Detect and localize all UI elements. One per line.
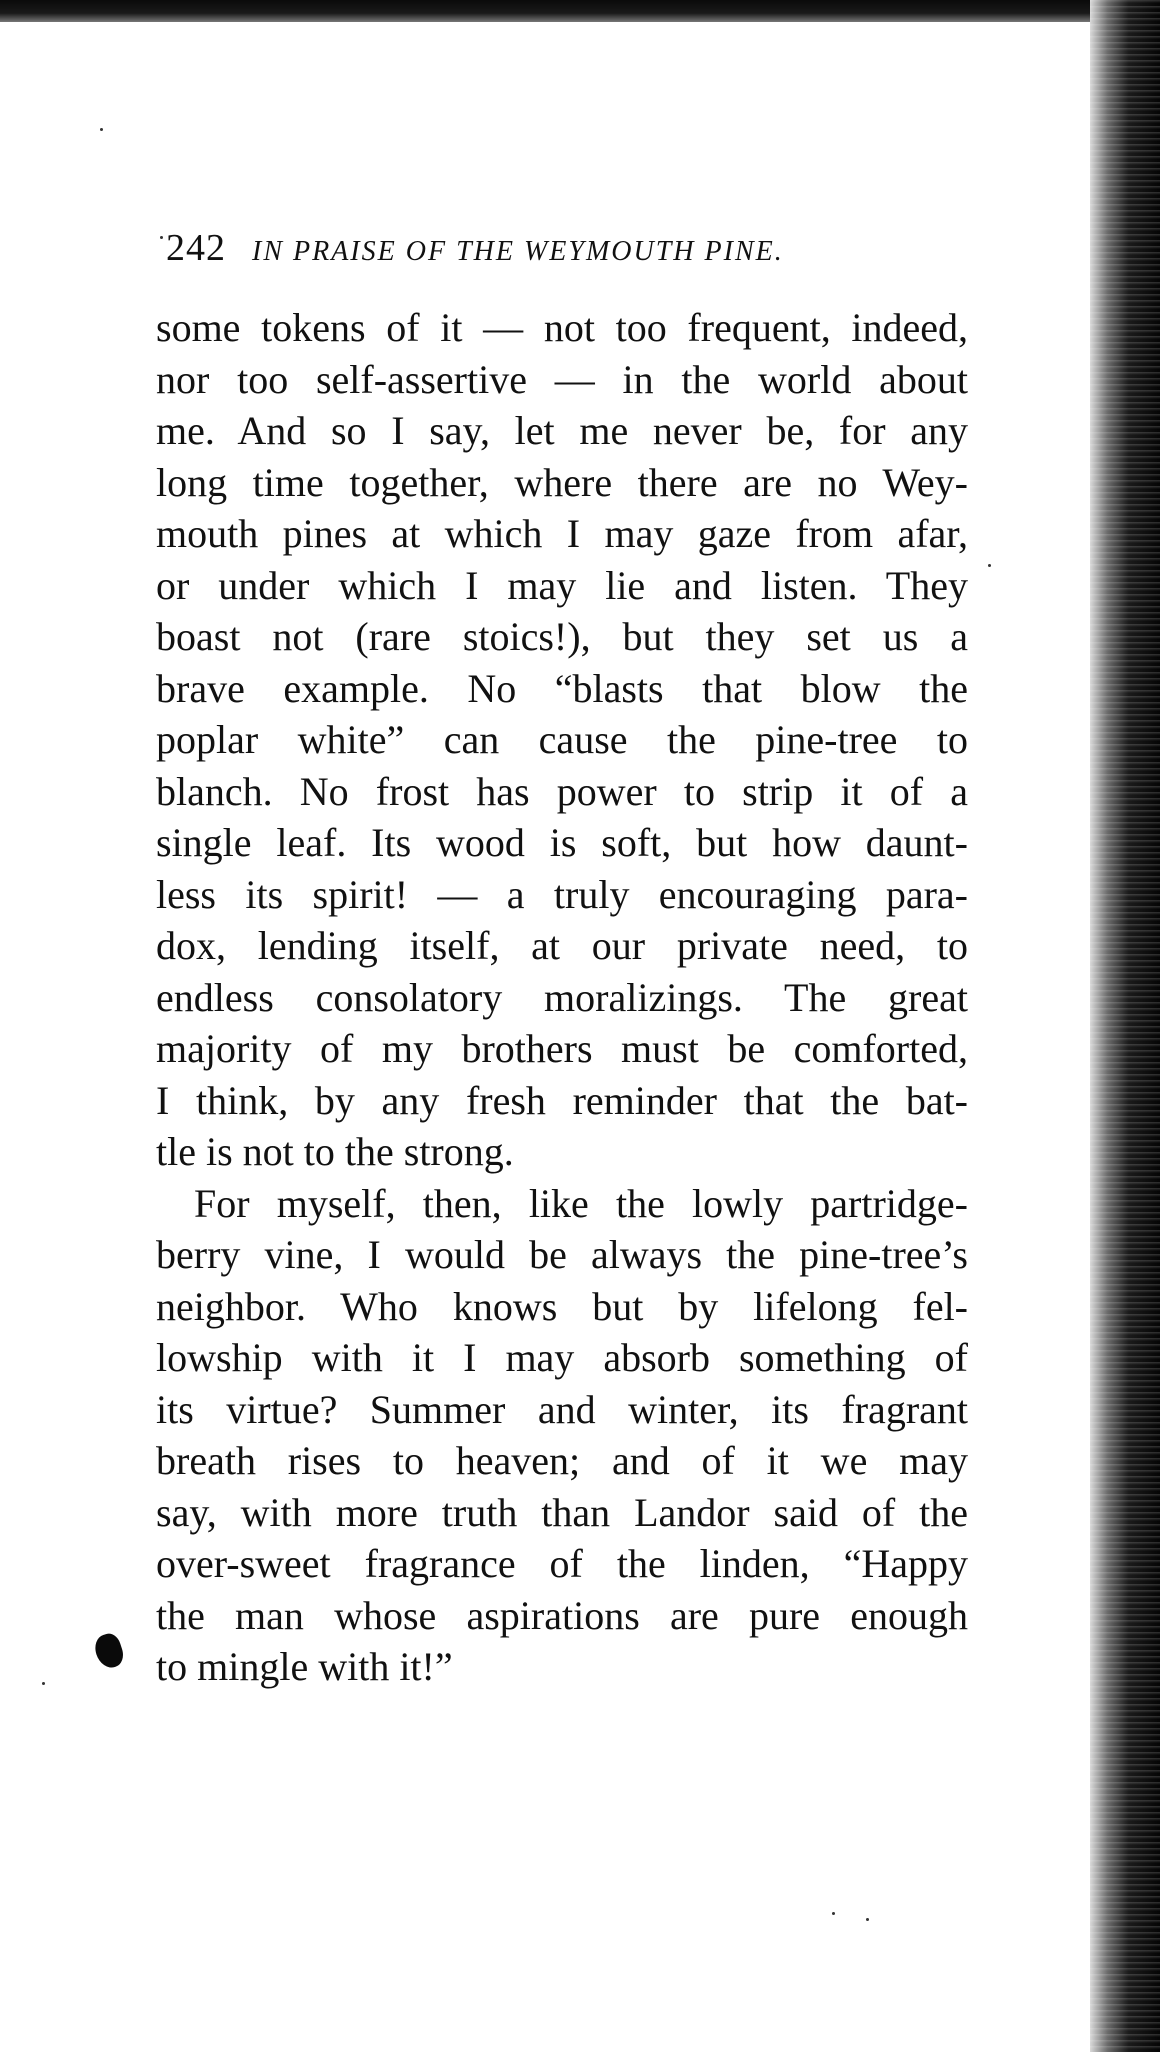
text-line: its virtue? Summer and winter, its fragrant xyxy=(156,1386,968,1432)
text-line: tle is not to the strong. xyxy=(156,1129,514,1174)
text-line: mouth pines at which I may gaze from afar, xyxy=(156,511,968,556)
text-line: over-sweet fragrance of the linden, “Happy xyxy=(156,1541,968,1586)
scan-speck xyxy=(988,564,991,567)
scan-speck xyxy=(866,1918,869,1921)
text-line: dox, lending itself, at our private need, to xyxy=(156,923,968,968)
text-line: endless consolatory moralizings. The great xyxy=(156,974,968,1020)
text-line: blanch. No frost has power to strip it of a xyxy=(156,768,968,814)
scan-speck xyxy=(42,1682,45,1685)
text-line: brave example. No “blasts that blow the xyxy=(156,665,968,711)
text-line: to mingle with it!” xyxy=(156,1644,453,1689)
text-line: berry vine, I would be always the pine-tree’s xyxy=(156,1232,968,1277)
page-number: 242 xyxy=(166,227,226,269)
text-line: less its spirit! — a truly encouraging para- xyxy=(156,871,968,917)
text-line: single leaf. Its wood is soft, but how daunt- xyxy=(156,820,968,865)
text-line: some tokens of it — not too frequent, indeed, xyxy=(156,305,968,350)
text-line: breath rises to heaven; and of it we may xyxy=(156,1438,968,1483)
text-line: For myself, then, like the lowly partridge- xyxy=(194,1180,968,1226)
text-line: nor too self-assertive — in the world about xyxy=(156,356,968,402)
paragraph-1 xyxy=(156,302,968,1178)
body-text xyxy=(156,302,968,1693)
text-line: or under which I may lie and listen. They xyxy=(156,562,968,608)
text-line: neighbor. Who knows but by lifelong fel- xyxy=(156,1283,968,1329)
text-line: I think, by any fresh reminder that the bat- xyxy=(156,1077,968,1123)
scan-speck xyxy=(832,1912,835,1915)
ink-blot-mark xyxy=(91,1631,126,1671)
text-line: me. And so I say, let me never be, for any xyxy=(156,408,968,453)
text-line: poplar white” can cause the pine-tree to xyxy=(156,717,968,762)
running-title: IN PRAISE OF THE WEYMOUTH PINE. xyxy=(252,236,784,267)
text-line: long time together, where there are no Wey- xyxy=(156,459,968,505)
text-line: majority of my brothers must be comforted, xyxy=(156,1026,968,1071)
scan-speck xyxy=(160,236,163,239)
text-line: the man whose aspirations are pure enough xyxy=(156,1592,968,1638)
text-line: say, with more truth than Landor said of the xyxy=(156,1489,968,1535)
running-head xyxy=(166,226,956,272)
paragraph-2 xyxy=(156,1178,968,1693)
text-line: boast not (rare stoics!), but they set us a xyxy=(156,614,968,659)
scan-speck xyxy=(100,128,103,131)
text-line: lowship with it I may absorb something of xyxy=(156,1335,968,1380)
